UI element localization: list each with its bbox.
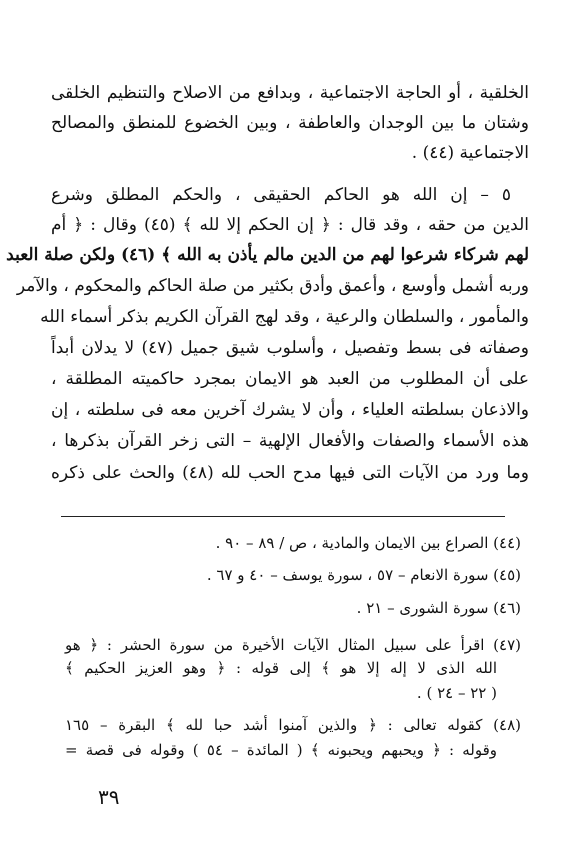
footnote-44: (٤٤) الصراع بين الايمان والمادية ، ص / ٨٩ – ٩٠ . <box>215 534 521 552</box>
body-line-1: الخلقية ، أو الحاجة الاجتماعية ، وبدافع من الاصلاح والتنظيم الخلقى <box>51 83 529 103</box>
body-line-11: والاذعان بسلطته العلياء ، وأن لا يشرك آخرين معه فى سلطته ، إن <box>51 400 529 420</box>
footnote-45: (٤٥) سورة الانعام – ٥٧ ، سورة يوسف – ٤٠ و ٦٧ . <box>206 566 521 584</box>
footnote-47-line-3: ( ٢٢ – ٢٤ ) . <box>416 684 497 702</box>
footnote-divider <box>61 516 505 517</box>
body-line-4: ٥ – إن الله هو الحاكم الحقيقى ، والحكم المطلق وشرع <box>51 185 511 205</box>
body-line-3: الاجتماعية (٤٤) . <box>411 143 529 163</box>
body-line-8: والمأمور ، والسلطان والرعية ، وقد لهج القرآن الكريم بذكر أسماء الله <box>40 307 529 327</box>
body-line-12: هذه الأسماء والصفات والأفعال الإلهية – التى زخر القرآن بذكرها ، <box>51 431 529 451</box>
footnote-48-line-2: وقوله : ﴿ ويحبهم ويحبونه ﴾ ( المائدة – ٥٤ ) وقوله فى قصة = <box>65 741 497 759</box>
footnote-47-line-1: (٤٧) اقرأ على سبيل المثال الآيات الأخيرة من سورة الحشر : ﴿ هو <box>65 636 521 654</box>
footnote-46: (٤٦) سورة الشورى – ٢١ . <box>356 599 521 617</box>
footnote-47-line-2: الله الذى لا إله إلا هو ﴾ إلى قوله : ﴿ وهو العزيز الحكيم ﴾ <box>65 659 497 677</box>
body-line-5: الدين من حقه ، وقد قال : ﴿ إن الحكم إلا لله ﴾ (٤٥) وقال : ﴿ أم <box>51 215 529 235</box>
body-line-10: على أن المطلوب من العبد هو الايمان بمجرد حاكميته المطلقة ، <box>51 369 529 389</box>
body-line-9: وصفاته فى بسط وتفصيل ، وأسلوب شيق جميل (٤٧) لا يدلان أبداً <box>51 338 529 358</box>
page-number: ٣٩ <box>98 785 120 809</box>
body-line-6: لهم شركاء شرعوا لهم من الدين مالم يأذن به الله ﴾ (٤٦) ولكن صلة العبد <box>6 245 529 265</box>
body-line-7: وربه أشمل وأوسع ، وأعمق وأدق بكثير من صلة الحاكم والمحكوم ، والآمر <box>16 276 529 296</box>
body-line-2: وشتان ما بين الوجدان والعاطفة ، وبين الخضوع للمنطق والمصالح <box>51 113 529 133</box>
footnote-48-line-1: (٤٨) كقوله تعالى : ﴿ والذين آمنوا أشد حبا لله ﴾ البقرة – ١٦٥ <box>65 716 521 734</box>
body-line-13: وما ورد من الآيات التى فيها مدح الحب لله (٤٨) والحث على ذكره <box>51 463 529 483</box>
